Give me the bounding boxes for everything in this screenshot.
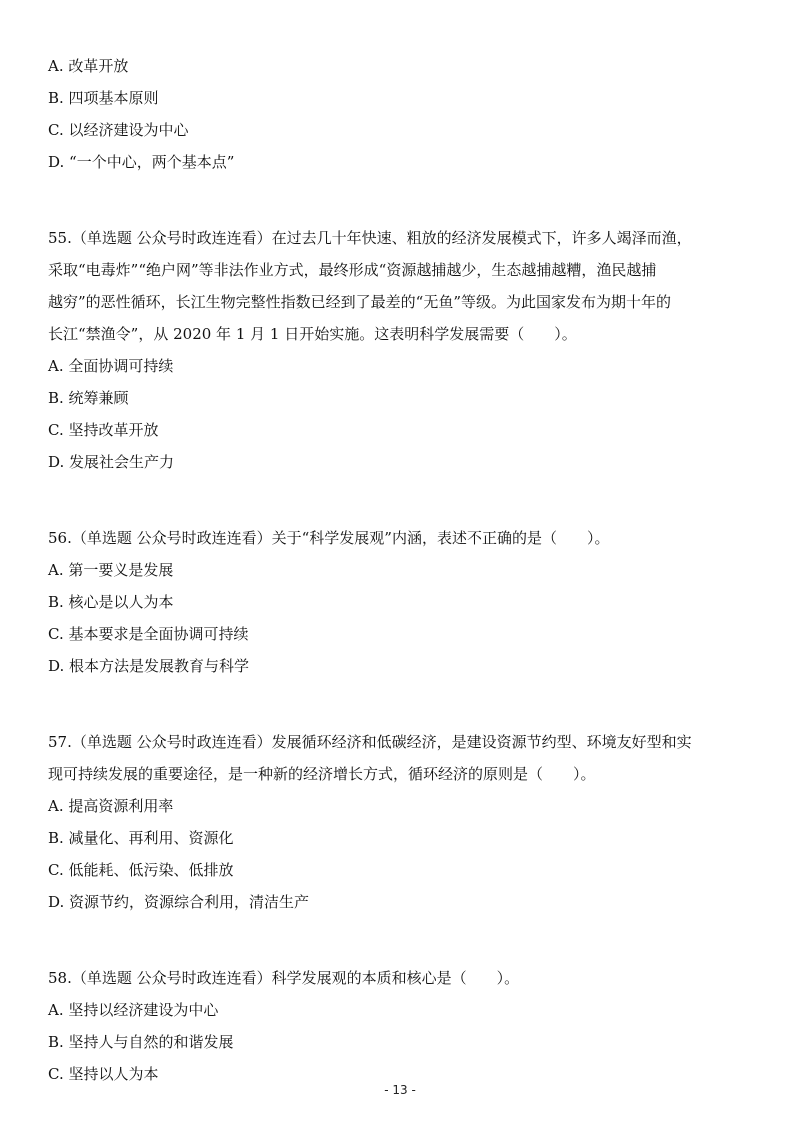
option-c: C. 低能耗、低污染、低排放 <box>48 861 234 879</box>
option-b: B. 坚持人与自然的和谐发展 <box>48 1033 234 1051</box>
option-c: C. 以经济建设为中心 <box>48 121 189 139</box>
question-stem-line: 越穷”的恶性循环，长江生物完整性指数已经到了最差的“无鱼”等级。为此国家发布为期十年的 <box>48 293 672 311</box>
option-a: A. 提高资源利用率 <box>48 797 174 815</box>
question-55 <box>48 222 760 478</box>
option-a: A. 第一要义是发展 <box>48 561 174 579</box>
question-58 <box>48 962 760 1090</box>
option-a: A. 全面协调可持续 <box>48 357 174 375</box>
question-56 <box>48 522 760 682</box>
option-b: B. 统筹兼顾 <box>48 389 129 407</box>
page-number: - 13 - <box>384 1083 416 1097</box>
question-stem-line: 现可持续发展的重要途径，是一种新的经济增长方式，循环经济的原则是（ ）。 <box>48 765 596 783</box>
option-a: A. 坚持以经济建设为中心 <box>48 1001 219 1019</box>
option-a: A. 改革开放 <box>48 57 129 75</box>
question-stem-line: 56.（单选题 公众号时政连连看）关于“科学发展观”内涵，表述不正确的是（ ）。 <box>48 529 610 547</box>
option-d: D. 根本方法是发展教育与科学 <box>48 657 250 675</box>
question-stem-line: 55.（单选题 公众号时政连连看）在过去几十年快速、粗放的经济发展模式下，许多人竭泽而渔， <box>48 229 692 247</box>
question-54-options <box>48 50 760 178</box>
option-c: C. 基本要求是全面协调可持续 <box>48 625 249 643</box>
option-b: B. 四项基本原则 <box>48 89 159 107</box>
option-b: B. 减量化、再利用、资源化 <box>48 829 234 847</box>
question-57 <box>48 726 760 918</box>
option-d: D. 发展社会生产力 <box>48 453 175 471</box>
option-c: C. 坚持以人为本 <box>48 1065 159 1083</box>
question-stem-line: 采取“电毒炸”“绝户网”等非法作业方式，最终形成“资源越捕越少，生态越捕越糟，渔民越捕 <box>48 261 657 279</box>
option-d: D. 资源节约，资源综合利用，清洁生产 <box>48 893 310 911</box>
option-d: D. “一个中心，两个基本点” <box>48 153 235 171</box>
document-page <box>48 50 760 1090</box>
question-stem-line: 长江“禁渔令”，从 2020 年 1 月 1 日开始实施。这表明科学发展需要（ ）。 <box>48 325 577 343</box>
option-b: B. 核心是以人为本 <box>48 593 174 611</box>
option-c: C. 坚持改革开放 <box>48 421 159 439</box>
question-stem-line: 58.（单选题 公众号时政连连看）科学发展观的本质和核心是（ ）。 <box>48 969 520 987</box>
question-stem-line: 57.（单选题 公众号时政连连看）发展循环经济和低碳经济，是建设资源节约型、环境友好型和实 <box>48 733 692 751</box>
